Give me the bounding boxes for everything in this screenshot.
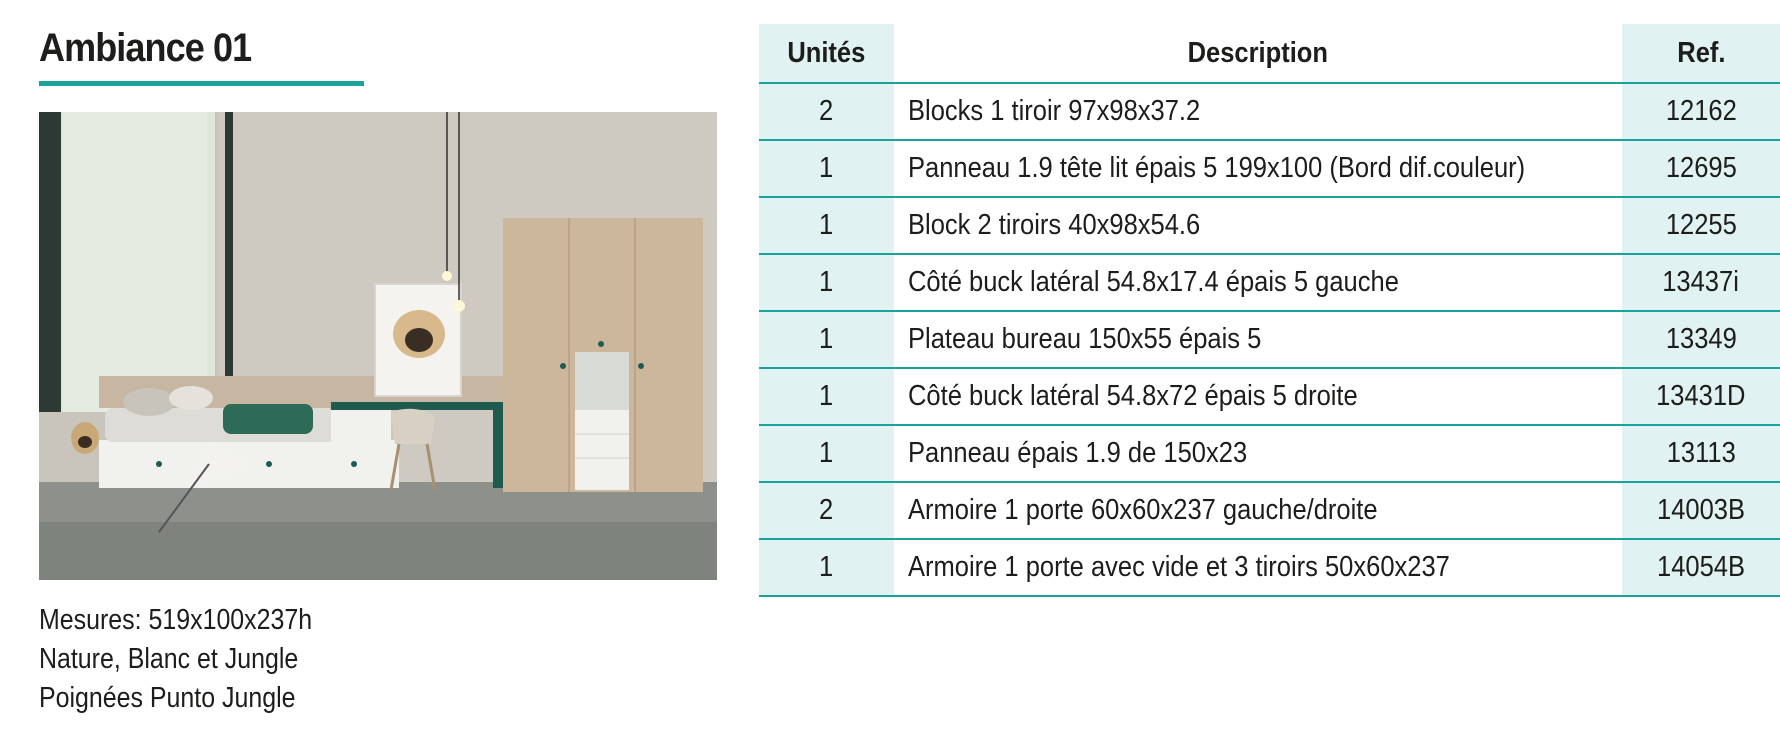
units-cell: 1	[759, 254, 894, 311]
description-cell: Plateau bureau 150x55 épais 5	[894, 311, 1622, 368]
table-row	[759, 368, 1780, 425]
ref-cell: 14054B	[1622, 539, 1780, 596]
description-cell: Armoire 1 porte avec vide et 3 tiroirs 50x60x237	[894, 539, 1622, 596]
units-cell: 1	[759, 140, 894, 197]
units-cell: 1	[759, 197, 894, 254]
units-column-header: Unités	[759, 24, 894, 83]
ref-cell: 12695	[1622, 140, 1780, 197]
description-cell: Armoire 1 porte 60x60x237 gauche/droite	[894, 482, 1622, 539]
ref-cell: 13431D	[1622, 368, 1780, 425]
description-cell: Panneau épais 1.9 de 150x23	[894, 425, 1622, 482]
table-row	[759, 197, 1780, 254]
table-row	[759, 83, 1780, 140]
parts-table	[759, 24, 1780, 597]
ref-column-header: Ref.	[1622, 24, 1780, 83]
table-header-row	[759, 24, 1780, 83]
units-cell: 1	[759, 539, 894, 596]
table-row	[759, 311, 1780, 368]
title-underline	[39, 81, 364, 86]
units-cell: 2	[759, 83, 894, 140]
units-cell: 2	[759, 482, 894, 539]
units-cell: 1	[759, 368, 894, 425]
measures-line: Mesures: 519x100x237h	[39, 604, 313, 636]
table-row	[759, 482, 1780, 539]
page-title: Ambiance 01	[39, 26, 252, 70]
room-photo	[39, 112, 717, 580]
ref-cell: 13437i	[1622, 254, 1780, 311]
description-column-header: Description	[894, 24, 1622, 83]
ref-cell: 14003B	[1622, 482, 1780, 539]
table-row	[759, 425, 1780, 482]
handles-line: Poignées Punto Jungle	[39, 682, 296, 714]
ref-cell: 12255	[1622, 197, 1780, 254]
table-row	[759, 140, 1780, 197]
description-cell: Côté buck latéral 54.8x72 épais 5 droite	[894, 368, 1622, 425]
product-caption	[39, 601, 312, 718]
description-cell: Blocks 1 tiroir 97x98x37.2	[894, 83, 1622, 140]
ref-cell: 13349	[1622, 311, 1780, 368]
ref-cell: 13113	[1622, 425, 1780, 482]
description-cell: Côté buck latéral 54.8x17.4 épais 5 gauche	[894, 254, 1622, 311]
ref-cell: 12162	[1622, 83, 1780, 140]
description-cell: Panneau 1.9 tête lit épais 5 199x100 (Bord dif.couleur)	[894, 140, 1622, 197]
description-cell: Block 2 tiroirs 40x98x54.6	[894, 197, 1622, 254]
units-cell: 1	[759, 425, 894, 482]
table-row	[759, 254, 1780, 311]
table-row	[759, 539, 1780, 596]
finish-line: Nature, Blanc et Jungle	[39, 643, 299, 675]
units-cell: 1	[759, 311, 894, 368]
